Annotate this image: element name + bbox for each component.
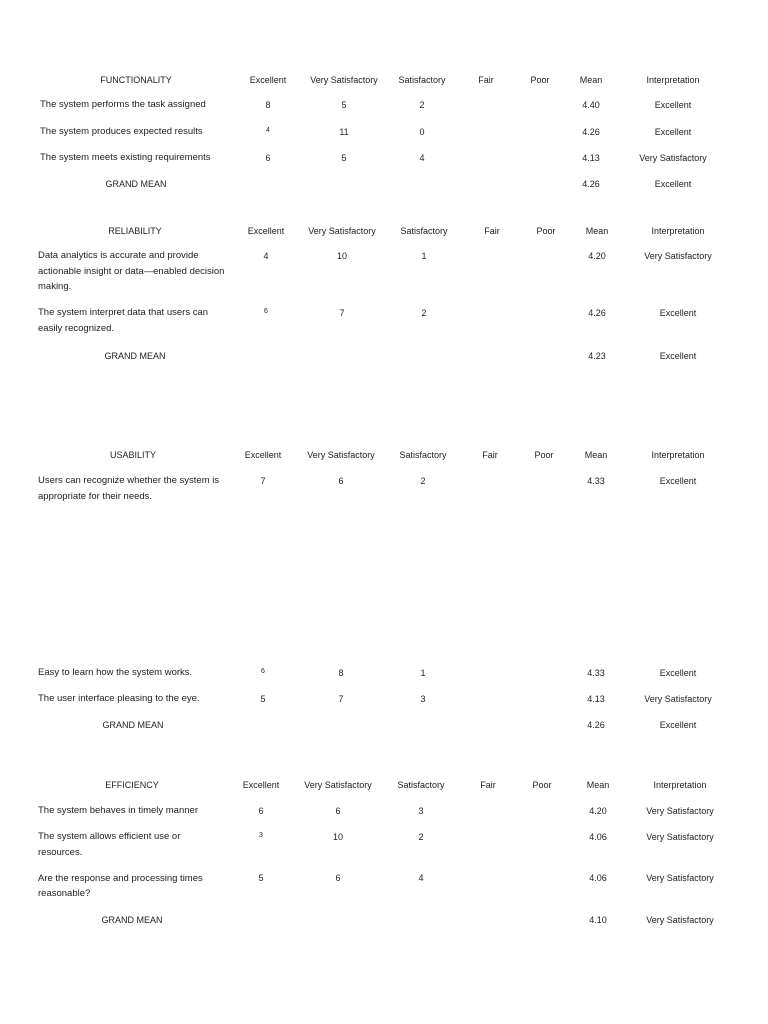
section-title-efficiency: EFFICIENCY (105, 780, 159, 790)
col-header-poor: Poor (536, 226, 556, 236)
interpretation-value: Excellent (654, 127, 692, 137)
mean-value: 4.33 (587, 476, 605, 486)
row-label-line: actionable insight or data—enabled decision (38, 266, 225, 277)
col-header-fair: Fair (480, 780, 496, 790)
col-header-interpretation: Interpretation (651, 450, 705, 460)
col-header-very-satisfactory: Very Satisfactory (304, 780, 372, 790)
satisfactory-count: 0 (419, 127, 425, 137)
col-header-excellent: Excellent (249, 75, 287, 85)
grand-mean-value: 4.26 (582, 179, 600, 189)
row-label-line: The system interpret data that users can (38, 307, 209, 318)
excellent-count: 3 (259, 832, 263, 839)
mean-value: 4.13 (582, 153, 600, 163)
row-label: The system meets existing requirements (40, 152, 211, 163)
grand-mean-interpretation: Very Satisfactory (646, 915, 714, 925)
col-header-fair: Fair (478, 75, 494, 85)
row-label-line: easily recognized. (38, 323, 115, 334)
very-satisfactory-count: 10 (336, 251, 348, 261)
satisfactory-count: 2 (421, 308, 427, 318)
row-label: Easy to learn how the system works. (38, 667, 193, 678)
mean-value: 4.26 (588, 308, 606, 318)
interpretation-value: Excellent (654, 100, 692, 110)
row-label: The system behaves in timely manner (38, 805, 198, 816)
satisfactory-count: 1 (421, 251, 427, 261)
very-satisfactory-count: 11 (339, 127, 349, 137)
grand-mean-value: 4.26 (587, 720, 605, 730)
col-header-satisfactory: Satisfactory (398, 75, 446, 85)
satisfactory-count: 4 (419, 153, 425, 163)
excellent-count: 5 (260, 694, 266, 704)
interpretation-value: Excellent (659, 308, 697, 318)
very-satisfactory-count: 5 (341, 153, 347, 163)
interpretation-value: Excellent (659, 476, 697, 486)
row-label: The user interface pleasing to the eye. (38, 693, 200, 704)
excellent-count: 6 (265, 153, 271, 163)
mean-value: 4.26 (582, 127, 600, 137)
very-satisfactory-count: 8 (338, 668, 344, 678)
interpretation-value: Very Satisfactory (639, 153, 707, 163)
satisfactory-count: 2 (420, 476, 426, 486)
col-header-interpretation: Interpretation (646, 75, 700, 85)
excellent-count: 6 (264, 308, 268, 315)
col-header-mean: Mean (585, 226, 609, 236)
interpretation-value: Very Satisfactory (644, 251, 712, 261)
satisfactory-count: 3 (420, 694, 426, 704)
col-header-mean: Mean (586, 780, 610, 790)
row-label: The system performs the task assigned (40, 99, 206, 110)
row-label: The system produces expected results (40, 126, 203, 137)
row-label-line: resources. (38, 847, 83, 858)
satisfactory-count: 4 (418, 873, 424, 883)
excellent-count: 6 (258, 806, 264, 816)
col-header-excellent: Excellent (242, 780, 280, 790)
satisfactory-count: 2 (419, 100, 425, 110)
col-header-excellent: Excellent (244, 450, 282, 460)
mean-value: 4.06 (589, 832, 607, 842)
grand-mean-label: GRAND MEAN (104, 351, 166, 361)
col-header-satisfactory: Satisfactory (400, 226, 448, 236)
col-header-poor: Poor (534, 450, 554, 460)
col-header-fair: Fair (484, 226, 500, 236)
grand-mean-label: GRAND MEAN (105, 179, 167, 189)
very-satisfactory-count: 7 (338, 694, 344, 704)
col-header-mean: Mean (579, 75, 603, 85)
row-label-line: The system allows efficient use or (38, 831, 181, 842)
row-label-line: Data analytics is accurate and provide (38, 250, 199, 261)
row-label-line: making. (38, 281, 72, 292)
col-header-mean: Mean (584, 450, 608, 460)
row-label-line: Users can recognize whether the system is (38, 475, 220, 486)
very-satisfactory-count: 6 (335, 873, 341, 883)
col-header-excellent: Excellent (247, 226, 285, 236)
very-satisfactory-count: 5 (341, 100, 347, 110)
grand-mean-interpretation: Excellent (654, 179, 692, 189)
mean-value: 4.06 (589, 873, 607, 883)
excellent-count: 5 (258, 873, 264, 883)
excellent-count: 4 (266, 127, 270, 134)
section-title-reliability: RELIABILITY (108, 226, 162, 236)
col-header-very-satisfactory: Very Satisfactory (307, 450, 375, 460)
col-header-poor: Poor (530, 75, 550, 85)
col-header-very-satisfactory: Very Satisfactory (308, 226, 376, 236)
satisfactory-count: 1 (420, 668, 426, 678)
row-label-line: appropriate for their needs. (38, 491, 153, 502)
section-title-functionality: FUNCTIONALITY (100, 75, 172, 85)
very-satisfactory-count: 6 (338, 476, 344, 486)
col-header-satisfactory: Satisfactory (399, 450, 447, 460)
grand-mean-label: GRAND MEAN (102, 720, 164, 730)
grand-mean-interpretation: Excellent (659, 351, 697, 361)
interpretation-value: Very Satisfactory (646, 832, 714, 842)
mean-value: 4.20 (588, 251, 606, 261)
interpretation-value: Very Satisfactory (646, 873, 714, 883)
satisfactory-count: 2 (418, 832, 424, 842)
very-satisfactory-count: 10 (332, 832, 344, 842)
interpretation-value: Very Satisfactory (646, 806, 714, 816)
satisfactory-count: 3 (418, 806, 424, 816)
very-satisfactory-count: 7 (339, 308, 345, 318)
very-satisfactory-count: 6 (335, 806, 341, 816)
mean-value: 4.20 (589, 806, 607, 816)
mean-value: 4.13 (587, 694, 605, 704)
interpretation-value: Very Satisfactory (644, 694, 712, 704)
grand-mean-value: 4.10 (589, 915, 607, 925)
mean-value: 4.33 (587, 668, 605, 678)
excellent-count: 6 (261, 668, 265, 675)
grand-mean-label: GRAND MEAN (101, 915, 163, 925)
mean-value: 4.40 (582, 100, 600, 110)
section-title-usability: USABILITY (109, 450, 157, 460)
col-header-interpretation: Interpretation (651, 226, 705, 236)
grand-mean-interpretation: Excellent (659, 720, 697, 730)
row-label-line: Are the response and processing times (38, 873, 203, 884)
col-header-satisfactory: Satisfactory (397, 780, 445, 790)
excellent-count: 8 (265, 100, 271, 110)
col-header-poor: Poor (532, 780, 552, 790)
col-header-interpretation: Interpretation (653, 780, 707, 790)
col-header-fair: Fair (482, 450, 498, 460)
col-header-very-satisfactory: Very Satisfactory (310, 75, 378, 85)
interpretation-value: Excellent (659, 668, 697, 678)
row-label-line: reasonable? (38, 888, 91, 899)
excellent-count: 4 (263, 251, 269, 261)
grand-mean-value: 4.23 (588, 351, 606, 361)
excellent-count: 7 (260, 476, 266, 486)
